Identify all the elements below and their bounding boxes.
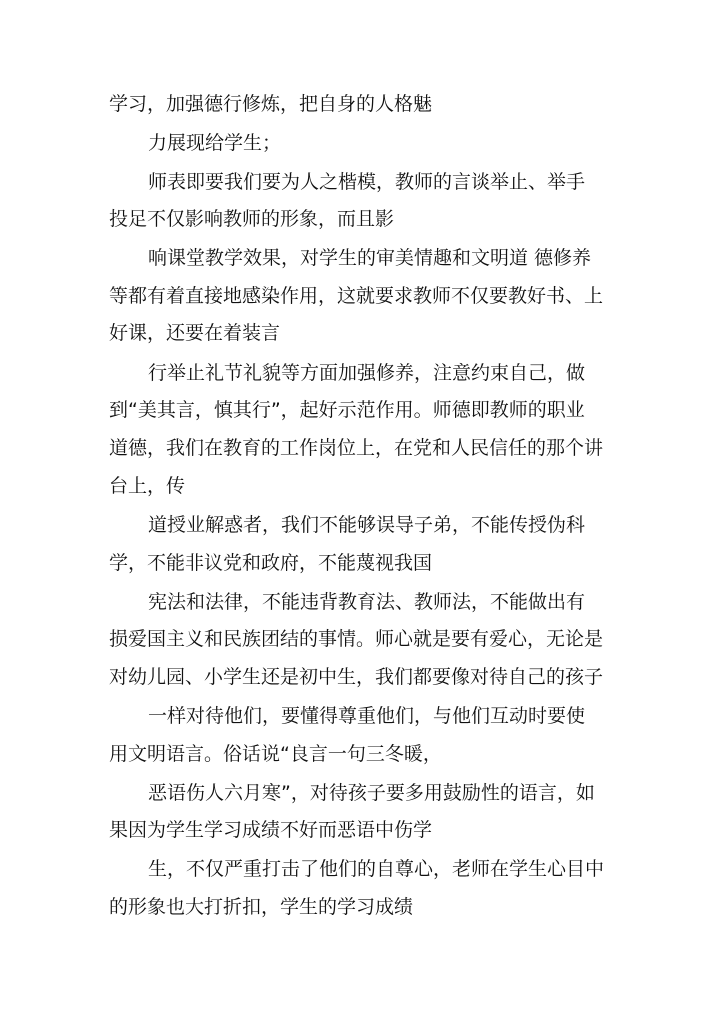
text-line: 投足不仅影响教师的形象，而且影 <box>109 208 395 230</box>
text-line: 响课堂教学效果，对学生的审美情趣和文明道 德修养 <box>148 247 592 269</box>
text-line: 的形象也大打折扣，学生的学习成绩 <box>109 896 414 918</box>
text-line: 道授业解惑者，我们不能够误导子弟，不能传授伪科 <box>148 514 586 536</box>
text-line: 到“美其言，慎其行”，起好示范作用。师德即教师的职业 <box>109 399 585 421</box>
text-line: 生，不仅严重打击了他们的自尊心，老师在学生心目中 <box>148 858 605 880</box>
text-line: 等都有着直接地感染作用，这就要求教师不仅要教好书、上 <box>109 285 604 307</box>
text-line: 用文明语言。俗话说“良言一句三冬暖， <box>109 743 442 765</box>
text-line: 学，不能非议党和政府，不能蔑视我国 <box>109 552 433 574</box>
text-line: 师表即要我们要为人之楷模，教师的言谈举止、举手 <box>148 171 586 193</box>
text-line: 一样对待他们，要懂得尊重他们，与他们互动时要使 <box>148 705 586 727</box>
text-line: 学习，加强德行修炼，把自身的人格魅 <box>109 93 433 115</box>
text-line: 好课，还要在着装言 <box>109 322 281 344</box>
text-line: 对幼儿园、小学生还是初中生，我们都要像对待自己的孩子 <box>109 666 604 688</box>
text-line: 行举止礼节礼貌等方面加强修养，注意约束自己，做 <box>148 362 586 384</box>
text-line: 损爱国主义和民族团结的事情。师心就是要有爱心，无论是 <box>109 628 604 650</box>
text-line: 果因为学生学习成绩不好而恶语中伤学 <box>109 819 433 841</box>
text-line: 宪法和法律，不能违背教育法、教师法，不能做出有 <box>148 591 586 613</box>
text-line: 道德，我们在教育的工作岗位上，在党和人民信任的那个讲 <box>109 437 604 459</box>
text-line: 力展现给学生； <box>148 132 282 154</box>
text-line: 恶语伤人六月寒”，对待孩子要多用鼓励性的语言，如 <box>148 782 595 804</box>
text-line: 台上，传 <box>109 475 186 497</box>
